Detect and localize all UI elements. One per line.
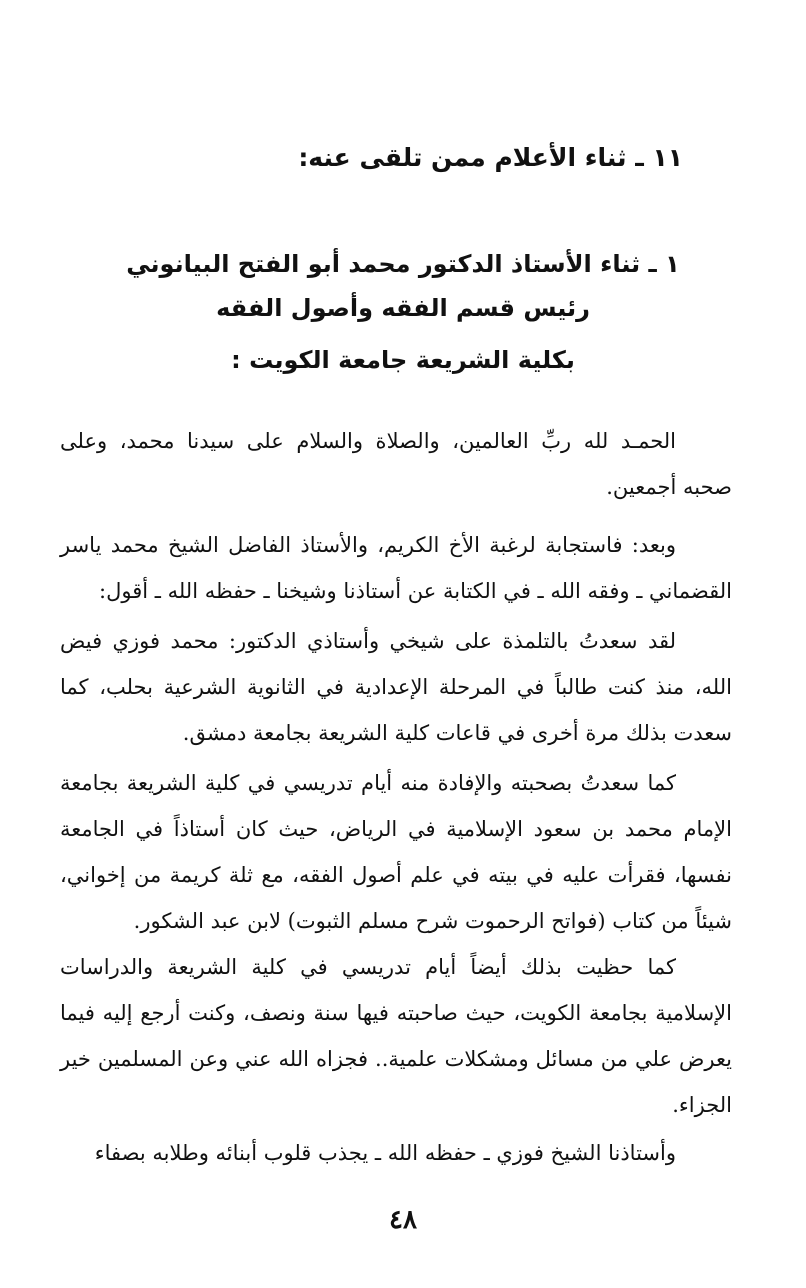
paragraph-riyadh: كما سعدتُ بصحبته والإفادة منه أيام تدريسي في كلية الشريعة بجامعة الإمام محمد بن سعود الإسلامية في الرياض، حيث كان أستاذاً في الجامعة نفسها، فقرأت عليه في بيته في علم أصول الفقه، مع ثلة كريمة من إخواني، شيئاً من كتاب (فواتح الرحموت شرح مسلم الثبوت) لابن عبد الشكور. bbox=[60, 771, 732, 933]
paragraph-opening-praise: الحمـد لله ربِّ العالمين، والصلاة والسلام على سيدنا محمد، وعلى صحبه أجمعين. bbox=[60, 429, 732, 499]
paragraph-studentship: لقد سعدتُ بالتلمذة على شيخي وأستاذي الدكتور: محمد فوزي فيض الله، منذ كنت طالباً في المرحلة الإعدادية في الثانوية الشرعية بحلب، كما سعدت بذلك مرة أخرى في قاعات كلية الشريعة بجامعة دمشق. bbox=[60, 629, 732, 745]
tribute-author-position: رئيس قسم الفقه وأصول الفقه bbox=[216, 294, 590, 322]
tribute-author-college: بكلية الشريعة جامعة الكويت : bbox=[231, 346, 575, 374]
tribute-title: ١ ـ ثناء الأستاذ الدكتور محمد أبو الفتح البيانوني bbox=[126, 250, 680, 278]
paragraph-kuwait: كما حظيت بذلك أيضاً أيام تدريسي في كلية الشريعة والدراسات الإسلامية بجامعة الكويت، حيث صاحبته فيها سنة ونصف، وكنت أرجع إليه فيما يعرض علي من مسائل ومشكلات علمية.. فجزاه الله عني وعن المسلمين خير الجزاء. bbox=[60, 955, 732, 1117]
paragraph-introduction: وبعد: فاستجابة لرغبة الأخ الكريم، والأستاذ الفاضل الشيخ محمد ياسر القضماني ـ وفقه الله ـ في الكتابة عن أستاذنا وشيخنا ـ حفظه الله ـ أقول: bbox=[60, 533, 732, 603]
page-number: ٤٨ bbox=[389, 1205, 417, 1235]
section-heading: ١١ ـ ثناء الأعلام ممن تلقى عنه: bbox=[298, 143, 683, 172]
paragraph-continuation: وأستاذنا الشيخ فوزي ـ حفظه الله ـ يجذب قلوب أبنائه وطلابه بصفاء bbox=[94, 1141, 676, 1165]
